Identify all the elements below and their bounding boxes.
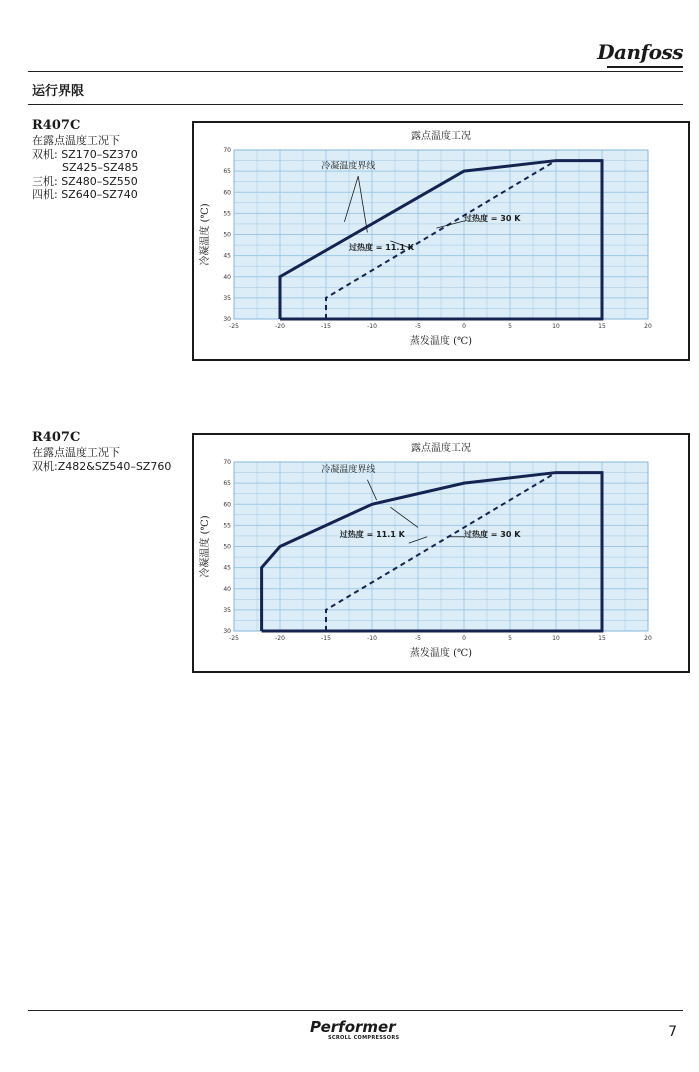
x-tick-label: -10 [367,635,377,642]
chart-1-labels [32,118,192,202]
x-tick-label: -15 [321,323,331,330]
x-tick-label: -5 [415,323,421,330]
y-tick-label: 30 [223,628,231,635]
x-tick-label: 20 [644,635,652,642]
x-tick-label: 15 [598,635,606,642]
refrigerant-label: R407C [32,118,81,133]
operating-envelope-chart-1 [194,123,688,359]
logo-underline [607,66,683,68]
footer-rule [28,1010,683,1011]
y-tick-label: 55 [223,522,231,530]
x-tick-label: 15 [598,323,606,330]
refrigerant-label: R407C [32,430,81,445]
section-rule [28,104,683,105]
y-axis-label: 冷凝温度 (℃) [200,515,211,578]
annotation-label: 过热度 = 30 K [464,529,521,539]
y-tick-label: 70 [223,459,231,466]
chart-2-labels [32,430,192,473]
model-line: 四机: SZ640–SZ740 [32,188,138,201]
model-line: 双机: SZ170–SZ370 [32,147,138,161]
performer-subtitle: SCROLL COMPRESSORS [328,1035,400,1041]
annotation-label: 过热度 = 11.1 K [339,529,405,539]
performer-logo: Performer [310,1018,396,1036]
x-tick-label: 10 [552,635,560,642]
x-tick-label: 0 [462,635,466,642]
chart-title: 露点温度工况 [411,443,471,454]
y-tick-label: 50 [223,231,231,239]
x-tick-label: -5 [415,635,421,642]
x-tick-label: -25 [229,635,239,642]
danfoss-logo: Danfoss [597,40,683,64]
y-tick-label: 65 [223,168,231,176]
header-rule [28,71,683,72]
chart-1-frame [192,121,690,361]
annotation-label: 过热度 = 30 K [464,213,521,223]
model-line: 三机: SZ480–SZ550 [32,174,138,188]
x-tick-label: 20 [644,323,652,330]
y-tick-label: 35 [223,294,231,302]
x-tick-label: 0 [462,323,466,330]
y-tick-label: 65 [223,480,231,488]
y-tick-label: 60 [223,501,231,509]
annotation-label: 冷凝温度界线 [321,161,376,172]
y-tick-label: 40 [223,585,231,593]
section-title: 运行界限 [32,84,85,99]
y-tick-label: 55 [223,210,231,218]
x-tick-label: 5 [508,635,512,642]
chart-2-frame [192,433,690,673]
x-tick-label: -10 [367,323,377,330]
y-tick-label: 45 [223,252,231,260]
x-tick-label: -20 [275,323,285,330]
chart-title: 露点温度工况 [411,131,471,142]
page-number: 7 [668,1024,677,1040]
y-tick-label: 40 [223,273,231,281]
x-tick-label: 5 [508,323,512,330]
y-tick-label: 50 [223,543,231,551]
y-tick-label: 70 [223,147,231,154]
model-line: 双机:Z482&SZ540–SZ760 [32,459,172,473]
operating-envelope-chart-2 [194,435,688,671]
x-tick-label: -25 [229,323,239,330]
condition-label: 在露点温度工况下 [32,446,120,459]
model-line: SZ425–SZ485 [62,161,139,174]
annotation-label: 冷凝温度界线 [321,465,376,476]
x-tick-label: -15 [321,635,331,642]
condition-label: 在露点温度工况下 [32,134,120,147]
x-tick-label: 10 [552,323,560,330]
y-axis-label: 冷凝温度 (℃) [200,203,211,266]
y-tick-label: 30 [223,316,231,323]
annotation-label: 过热度 = 11.1 K [349,243,414,253]
y-tick-label: 45 [223,564,231,572]
x-axis-label: 蒸发温度 (℃) [409,336,473,347]
x-axis-label: 蒸发温度 (℃) [409,648,473,659]
y-tick-label: 60 [223,189,231,197]
x-tick-label: -20 [275,635,285,642]
y-tick-label: 35 [223,606,231,614]
